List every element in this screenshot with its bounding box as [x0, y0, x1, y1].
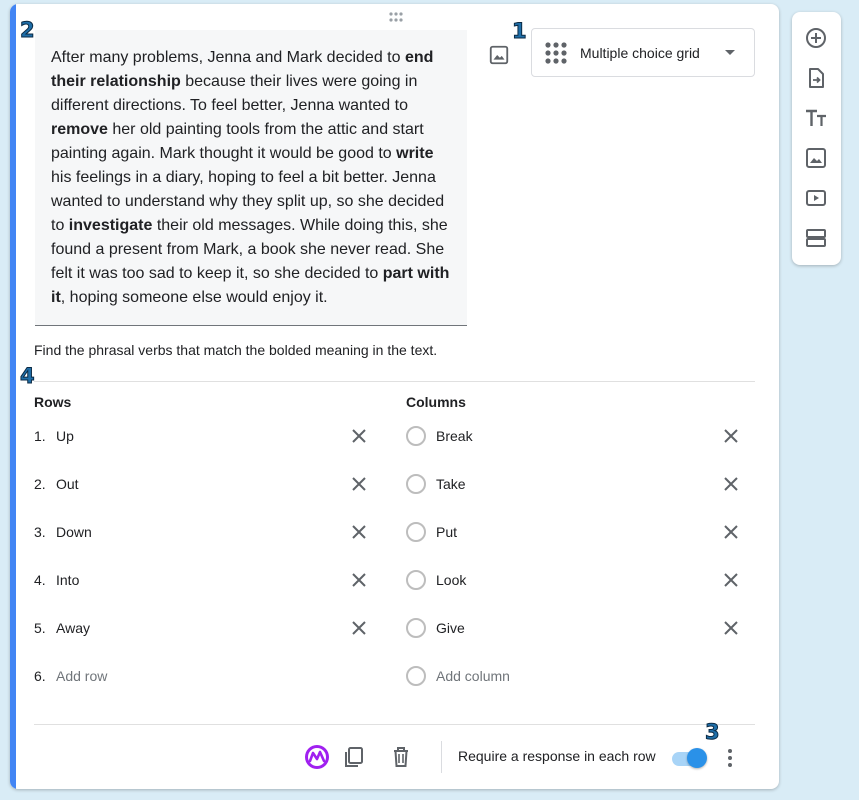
- grid-column[interactable]: [406, 565, 746, 595]
- annotation-badge: 3: [705, 720, 720, 744]
- question-type-label: Multiple choice grid: [580, 44, 700, 61]
- row-label-input[interactable]: Down: [56, 524, 92, 540]
- copy-icon[interactable]: [341, 744, 367, 770]
- row-number: 1.: [34, 428, 46, 444]
- add-row-button[interactable]: Add row: [56, 668, 108, 684]
- remove-column-close-icon[interactable]: [721, 474, 741, 494]
- question-title-input[interactable]: [35, 30, 467, 326]
- row-number: 4.: [34, 572, 46, 588]
- trash-icon[interactable]: [388, 744, 414, 770]
- require-response-toggle[interactable]: [670, 747, 710, 769]
- radio-circle-icon: [406, 474, 426, 494]
- remove-column-close-icon[interactable]: [721, 522, 741, 542]
- grid-column[interactable]: [406, 469, 746, 499]
- divider: [34, 724, 755, 725]
- radio-circle-icon: [406, 666, 426, 686]
- add-question-icon[interactable]: [804, 26, 828, 50]
- passage-segment: , hoping someone else would enjoy it.: [60, 289, 328, 306]
- remove-row-close-icon[interactable]: [349, 426, 369, 446]
- row-number: 3.: [34, 524, 46, 540]
- row-number: 2.: [34, 476, 46, 492]
- import-questions-icon[interactable]: [804, 66, 828, 90]
- row-label-input[interactable]: Up: [56, 428, 74, 444]
- passage-bold-segment: write: [396, 145, 434, 162]
- footer-separator: [441, 741, 442, 773]
- add-column[interactable]: [406, 661, 746, 691]
- column-label-input[interactable]: Put: [436, 524, 458, 540]
- columns-header: Columns: [406, 394, 466, 410]
- row-number: 5.: [34, 620, 46, 636]
- divider: [34, 381, 755, 382]
- column-label-input[interactable]: Take: [436, 476, 466, 492]
- remove-row-close-icon[interactable]: [349, 474, 369, 494]
- add-section-icon[interactable]: [804, 226, 828, 250]
- dropdown-caret-icon: [724, 49, 736, 57]
- require-response-label: Require a response in each row: [458, 748, 656, 764]
- add-column-button[interactable]: Add column: [436, 668, 510, 684]
- add-row[interactable]: [34, 661, 374, 691]
- column-label-input[interactable]: Look: [436, 572, 467, 588]
- row-number: 6.: [34, 668, 46, 684]
- addon-icon[interactable]: [304, 744, 330, 770]
- question-description[interactable]: Find the phrasal verbs that match the bolded meaning in the text.: [34, 342, 438, 358]
- question-card[interactable]: [10, 4, 779, 789]
- grid-row[interactable]: [34, 469, 374, 499]
- grid-column[interactable]: [406, 421, 746, 451]
- remove-row-close-icon[interactable]: [349, 570, 369, 590]
- annotation-badge: 2: [20, 18, 35, 42]
- grid-row[interactable]: [34, 421, 374, 451]
- question-type-select[interactable]: [531, 28, 755, 77]
- remove-row-close-icon[interactable]: [349, 522, 369, 542]
- radio-circle-icon: [406, 522, 426, 542]
- drag-handle-icon[interactable]: [387, 10, 405, 24]
- row-label-input[interactable]: Away: [56, 620, 90, 636]
- grid-row[interactable]: [34, 517, 374, 547]
- toggle-knob: [687, 748, 707, 768]
- passage-segment: their old messages. While doing this, she found a present from Mark, a book she never read. She felt it was too sad to keep it, so she decided to: [51, 217, 448, 282]
- radio-circle-icon: [406, 426, 426, 446]
- add-image-icon[interactable]: [804, 146, 828, 170]
- passage-bold-segment: investigate: [68, 217, 153, 234]
- row-label-input[interactable]: Out: [56, 476, 79, 492]
- column-label-input[interactable]: Give: [436, 620, 465, 636]
- passage-segment: her old painting tools from the attic and start painting again. Mark thought it would be good to: [51, 121, 424, 162]
- annotation-badge: 1: [512, 19, 527, 43]
- more-vertical-icon[interactable]: [722, 746, 738, 770]
- grid-dots-icon: [544, 41, 568, 65]
- radio-circle-icon: [406, 570, 426, 590]
- title-icon[interactable]: [804, 106, 828, 130]
- row-label-input[interactable]: Into: [56, 572, 80, 588]
- add-image-icon[interactable]: [488, 44, 510, 66]
- remove-column-close-icon[interactable]: [721, 426, 741, 446]
- rows-header: Rows: [34, 394, 72, 410]
- passage-bold-segment: end their relationship: [51, 49, 434, 90]
- active-accent-bar: [10, 4, 16, 789]
- add-video-icon[interactable]: [804, 186, 828, 210]
- grid-column[interactable]: [406, 613, 746, 643]
- passage-segment: because their lives were going in different directions. To feel better, Jenna wanted to: [51, 73, 418, 114]
- passage-bold-segment: part with it: [51, 265, 450, 306]
- column-label-input[interactable]: Break: [436, 428, 473, 444]
- passage-segment: his feelings in a diary, hoping to feel a bit better. Jenna wanted to understand why they split up, so she decided to: [51, 169, 445, 234]
- grid-row[interactable]: [34, 613, 374, 643]
- radio-circle-icon: [406, 618, 426, 638]
- passage-segment: After many problems, Jenna and Mark decided to: [51, 49, 405, 66]
- remove-row-close-icon[interactable]: [349, 618, 369, 638]
- grid-row[interactable]: [34, 565, 374, 595]
- passage-bold-segment: remove: [51, 121, 108, 138]
- annotation-badge: 4: [20, 364, 35, 388]
- remove-column-close-icon[interactable]: [721, 618, 741, 638]
- floating-toolbar: [792, 12, 841, 265]
- grid-column[interactable]: [406, 517, 746, 547]
- remove-column-close-icon[interactable]: [721, 570, 741, 590]
